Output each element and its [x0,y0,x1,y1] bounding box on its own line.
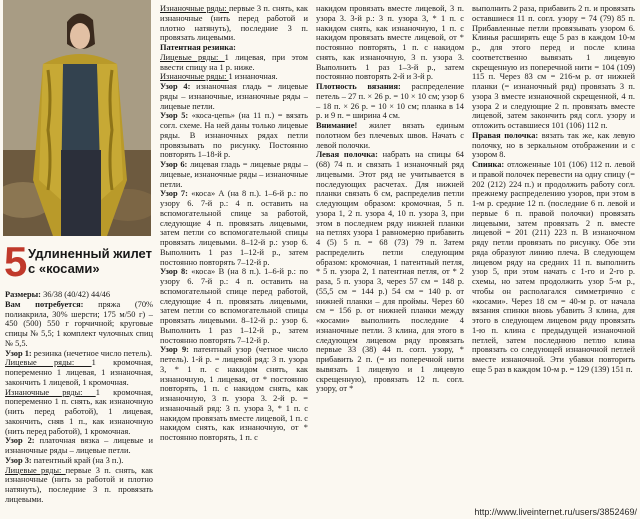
paragraph-label: Узор 6: [160,160,191,169]
paragraph [160,189,308,267]
paragraph-label: Узор 5: [160,111,192,121]
paragraph-label: Патентная резинка: [160,43,236,52]
text-column-2 [160,4,308,516]
row-type-label: Изнаночные ряды: [160,72,229,82]
paragraph-text: первые 3 п. снять, как изнаночные (нить перед работой и плотно натянуть), последние 3 п. провязать лицевыми. [160,4,308,43]
pattern-number: 5 [4,238,28,285]
paragraph [472,131,635,160]
paragraph-label: Размеры: [5,290,44,299]
paragraph-text: 1 кромочная, попеременно 1 лицевая, 1 изнаночная, закончить 1 лицевой, 1 кромочная. [5,358,153,387]
paragraph-label: Узор 2: [5,436,40,446]
paragraph-text: патентный узор (четное число петель). 1-й р. = лицевой ряд: 3 п. узора 3, * 1 п. с накидом снять, как изнаночную, 1 лицевая, от * постоянно повторять, 1 п. с накидом снять, как изнаночную, 3 п. узора 3. 2-й р. = изнаночный ряд: 3 п. узора 3, * 1 п. с накидом провязать вместе лицевой, 1 п. с накидом снять, как изнаночную, от * постоянно повторять, 1 п. с [160,345,308,442]
paragraph [316,121,464,150]
paragraph-text: набрать на спицы 64 (68) 74 п. и связать 1 изнаночный ряд лицевыми. Этот ряд не учитывается в последующих расчетах. Для нижней планки связать 6 см, распределив петли следующим образом: кромочная, 5 п. узора 1, 2 п. узора 4, 10 п. узора 3, при этом в последнем ряду нижней планки на петлях узора 1 равномерно прибавить 4 (5) 5 п. = 68 (73) 79 п. Затем распределить петли следующим образом: кромочная, 1 патентный петля, * 5 п. узора 2, 1 патентная петля, от * 2 раза, 5 п. узора 3, через 57 см = 148 р. (55,5 см = 144 р.) 54 см = 140 р. от нижней планки – для проймы. Через 60 см = 156 р. от нижней планки между «косами» выполнить последние 4 изнаночные петли. 3 клина, для этого в следующем лицевом ряду провязать первые 33 (38) 44 п. согл. узору, * прибавить 2 п. (= из поперечной нити вывязать 1 лицевую и 1 лицевую скрещенную), провязать 12 п. согл. узору, от * [316,150,464,394]
paragraph-text: 1 кромочная, попеременно 1 п. снять, как изнаночную (нить перед работой), 1 лицевая, закончить, сняв 1 п., как изнаночную (нить перед работой), 1 кромочная. [5,387,153,436]
text-column-3 [316,4,464,516]
paragraph-label: Узор 4: [160,82,197,91]
paragraph-text: 36/38 (40/42) 44/46 [43,290,111,299]
paragraph [5,290,153,300]
paragraph-label: Плотность вязания: [316,82,412,91]
paragraph [160,4,308,43]
paragraph-text: распределение петель – 27 п. × 26 р. = 10 × 10 см; узор 6 – 18 п. × 26 р. = 10 × 10 см; планка в 14 р. и 9 п. = ширина 4 см. [316,82,464,121]
pattern-title: Удлиненный жилет с «косами» [28,246,152,276]
paragraph-text: отложенные 101 (106) 112 п. левой и правой полочек перевести на одну спицу (= 202 (212) 224 п.) и продолжить работу согл. прежнему распределению узоров, при этом в 1-м р. средние 12 п. (последние 6 п. левой и первые 6 п. правой полочки) провязать лицевыми, затем провязать 2 п. вместе лицевой = 201 (211) 223 п. В изнаночном ряду петли провязать по рисунку. Обе эти ряда образуют линию плеча. В следующем лицевом ряду на средних 11 п. выполнить узор 5, при этом начать с 1-го и 2-го р. схемы, но затем продолжить узор 5-м р., чтобы он располагался симметрично с «косами». Через 18 см = 40-м р. от начала вязания спинки вновь убавить 3 клина, для этого в следующем лицевом ряду провязать 1-ю п. клина с предыдущей изнаночной петлей, затем последнюю петлю клина провязать со следующей изнаночной петлей вместе изнаночной. Эти убавки повторить еще 5 раз в каждом 10-м р. = 129 (139) 151 п. [472,160,635,374]
paragraph-text: пряжа (70% полиакрила, 30% шерсти; 175 м/50 г) – 450 (500) 550 г горчичной; круговые спицы № 5,5; 1 комплект чулочных спиц № 5,5. [5,299,153,348]
paragraph-text: выполнить 2 раза, прибавить 2 п. и провязать оставшиеся 11 п. согл. узору = 74 (79) 85 п. Прибавленные петли провязывать узором 6. Клинья расширять еще 5 раз в каждом 10-м р., для этого перед и после клина соответственно вывязать 1 лицевую скрещенную из поперечной нити = 104 (109) 115 п. Через 83 см = 216-м р. от нижней планки (= изнаночный ряд) провязать 3 п. узора 3 вместе изнаночной скрещенной, 4 п. узора 2 и следующие 2 п. провязать вместе лицевой, затем закончить ряд согл. узору и отложить оставшиеся 101 (106) 112 п. [472,4,635,130]
paragraph-text: патентный край (на 3 п.). [33,455,124,465]
pattern-heading [4,238,152,285]
paragraph-text: жилет вязать единым полотном без плечевых швов. Начать с левой полочки. [316,121,464,150]
paragraph [160,72,308,82]
paragraph-label: Внимание! [316,121,369,130]
paragraph-label: Правая полочка: [472,130,542,140]
paragraph [5,388,153,437]
source-url: http://www.liveinternet.ru/users/3852469/ [474,507,637,517]
paragraph [5,300,153,349]
paragraph-label: Спинка: [472,160,508,169]
row-type-label: Изнаночные ряды: [160,4,229,13]
paragraph-text: «коса» В (на 8 п.). 1–6-й р.: по узору 6. 7-й р.: 4 п. оставить на вспомогательной спице перед работой, следующие 4 п. провязать лицевыми, затем петли со вспомогательной спицы провязать лицевыми. 8–12-й р.: узор 6. Выполнить 1 раз 1–12-й р., затем постоянно повторять 7–12-й р. [160,267,308,345]
paragraph-text: лицевая гладь = лицевые ряды – лицевые, изнаночные ряды – изнаночные петли. [160,160,308,189]
paragraph [472,160,635,375]
paragraph-text: «коса-цепь» (на 11 п.) = вязать согл. схеме. На ней даны только лицевые ряды. В изнаночных рядах петли провязывать по рисунку. Постоянно повторять 1–18-й р. [160,111,308,160]
paragraph [316,150,464,394]
paragraph [160,267,308,345]
paragraph [160,345,308,443]
paragraph-text: «коса» А (на 8 п.). 1–6-й р.: по узору 6. 7-й р.: 4 п. оставить на вспомогательной спице за работой, следующие 4 п. провязать лицевыми, затем петли со вспомогательной спицы провязать лицевыми. 8–12-й р.: узор 6. Выполнить 1 раз 1–12-й р., затем постоянно повторять 7–12-й р. [160,189,308,267]
paragraph [160,160,308,189]
paragraph [160,43,308,53]
row-type-label: Лицевые ряды: [5,465,66,475]
paragraph-text: первые 3 п. снять, как изнаночные (нить за работой и плотно натянуть), последние 3 п. провязать лицевыми. [5,465,153,504]
paragraph-label: Узор 3: [5,455,34,465]
paragraph-label: Левая полочка: [316,150,383,160]
row-type-label: Лицевые ряды: [160,52,225,62]
paragraph [472,4,635,131]
paragraph-text: 1 изнаночная. [228,72,278,82]
paragraph [160,111,308,160]
paragraph-label: Узор 1: [5,348,34,358]
paragraph-label: Вам потребуется: [5,299,99,309]
text-column-4 [472,4,635,504]
paragraph-text: 1 лицевая, при этом ввести спицу на 1 р. ниже. [160,52,308,72]
paragraph-text: вязать так же, как левую полочку, но в зеркальном отображении и с узором 8. [472,130,635,160]
paragraph [5,436,153,456]
paragraph [160,53,308,73]
row-type-label: Изнаночные ряды: [5,387,96,397]
paragraph [5,349,153,359]
paragraph [160,82,308,111]
photo-illustration [3,0,151,236]
paragraph-label: Узор 9: [160,345,194,355]
paragraph [5,358,153,387]
paragraph-text: резинка (нечетное число петель). [33,348,153,358]
paragraph [5,466,153,505]
paragraph [316,4,464,82]
paragraph [316,82,464,121]
paragraph-label: Узор 7: [160,189,192,199]
paragraph-label: Узор 8: [160,267,192,277]
model-photo [3,0,151,236]
row-type-label: Лицевые ряды: [5,358,92,368]
paragraph-text: накидом провязать вместе лицевой, 3 п. узора 3. 3-й р.: 3 п. узора 3, * 1 п. с накидом снять, как изнаночную, 1 п. с накидом провязать вместе лицевой, от * постоянно повторять, 1 п. с накидом снять, как изнаночную, 3 п. узора 3. Выполнить 1 раз 1–3-й р., затем постоянно повторять 2-й и 3-й р. [316,4,464,82]
paragraph [5,456,153,466]
text-column-1 [5,290,153,515]
paragraph-text: изнаночная гладь = лицевые ряды – изнаночные, изнаночные ряды – лицевые петли. [160,82,308,111]
paragraph-text: платочная вязка – лицевые и изнаночные ряды – лицевые петли. [5,436,153,455]
